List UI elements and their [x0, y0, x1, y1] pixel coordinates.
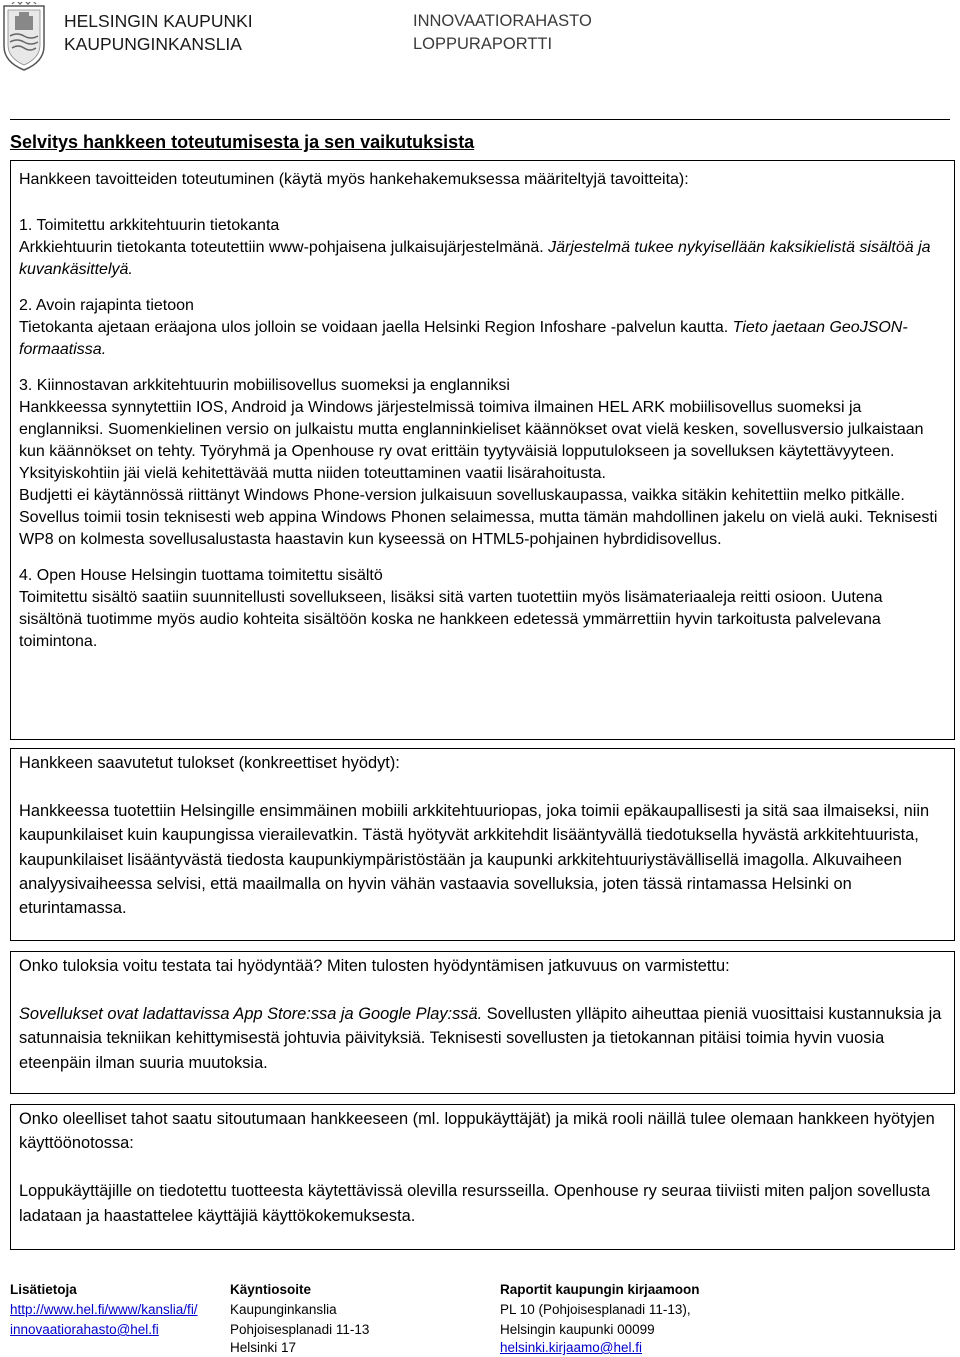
goal-1-text-normal: Arkkiehtuurin tietokanta toteutettiin www-pohjaisena julkaisujärjestelmänä. [19, 239, 544, 256]
goal-1-text [19, 237, 946, 281]
organization-line-1: HELSINGIN KAUPUNKI [64, 11, 253, 31]
utilization-question: Onko tuloksia voitu testata tai hyödyntää? Miten tulosten hyödyntämisen jatkuvuus on varmistettu: [19, 957, 730, 975]
footer-email-link[interactable]: innovaatiorahasto@hel.fi [10, 1322, 159, 1337]
goal-2-text-normal: Tietokanta ajetaan eräajona ulos jolloin se voidaan jaella Helsinki Region Infoshare -palvelun kautta. [19, 319, 729, 336]
footer-address-line-2: Pohjoisesplanadi 11-13 [230, 1322, 370, 1337]
footer-registry-line-1: PL 10 (Pohjoisesplanadi 11-13), [500, 1302, 691, 1317]
goals-achievement-box [10, 160, 955, 740]
goal-4-text: Toimitettu sisältö saatiin suunnitellusti sovellukseen, lisäksi sitä varten tuotettiin myös lisämateriaaleja reitti osioon. Uutena sisältönä tuotimme myös audio kohteita sisältöön koska ne hankkeen edetessä ymmärrettiin hyvin tarkoitusta palvelevana toimintona. [19, 589, 883, 650]
goal-2-heading: 2. Avoin rajapinta tietoon [19, 297, 194, 314]
goal-3-heading: 3. Kiinnostavan arkkitehtuurin mobiilisovellus suomeksi ja englanniksi [19, 377, 510, 394]
results-question: Hankkeen saavutetut tulokset (konkreettiset hyödyt): [19, 754, 400, 772]
goal-1-heading: 1. Toimitettu arkkitehtuurin tietokanta [19, 217, 280, 234]
document-type-line-2: LOPPURAPORTTI [413, 35, 553, 53]
header-divider [10, 119, 950, 120]
footer-address-heading: Käyntiosoite [230, 1282, 312, 1297]
footer-visiting-address [230, 1281, 369, 1357]
footer-website-link[interactable]: http://www.hel.fi/www/kanslia/fi/ [10, 1302, 198, 1317]
results-box [10, 748, 955, 941]
footer-registry-line-2: Helsingin kaupunki 00099 [500, 1322, 655, 1337]
utilization-answer-rest: Sovellusten ylläpito aiheuttaa pieniä vuosittaisi kustannuksia ja satunnaisia tekniikan kehittymisestä johtuvia päivityksiä. Teknisesti sovellusten ja tietokannan pitäisi toimia hyvin vuosia eteenpäin ilman suuria muutoksia. [19, 1005, 942, 1072]
footer-contact-info [10, 1281, 198, 1339]
organization-name [64, 10, 253, 56]
utilization-answer [19, 1002, 946, 1075]
footer-address-line-1: Kaupunginkanslia [230, 1302, 337, 1317]
section-title: Selvitys hankkeen toteutumisesta ja sen vaikutuksista [10, 132, 475, 152]
document-type-line-1: INNOVAATIORAHASTO [413, 12, 592, 30]
results-answer: Hankkeessa tuotettiin Helsingille ensimmäinen mobiili arkkitehtuuriopas, joka toimii epäkaupallisesti ja sitä saa ilmaiseksi, niin kaupunkilaiset kuin kaupungissa vierailevatkin. Tästä hyötyvät arkkitehdit lisääntyvällä tiedotuksella hyvästä arkkitehtuurista, kaupunkilaiset lisääntyvästä tiedosta kaupunkiympäristöstään ja kaupunki arkkitehtuuriystävällisellä imagolla. Alkuvaiheen analyysivaiheessa selvisi, että maailmalla on hyvin vähän vastaavia sovelluksia, joten tässä rintamassa Helsinki on eturintamassa. [19, 802, 930, 918]
utilization-box [10, 951, 955, 1094]
goal-3-paragraph-1: Hankkeessa synnytettiin IOS, Android ja Windows järjestelmissä toimiva ilmainen HEL ARK mobiilisovellus suomeksi ja englanniksi. Suomenkielinen versio on julkaistu mutta englanninkieliset käännökset ovat vielä kesken, sovellusversio julkaistaan kun käännökset on tehty. Työryhmä ja Openhouse ry ovat erittäin tyytyväisiä lopputulokseen ja sovelluksen käytettävyyteen. Yksityiskohtiin jäi vielä kehitettävää mutta niiden toteuttaminen vaatii lisärahoitusta. [19, 399, 924, 482]
stakeholders-question: Onko oleelliset tahot saatu sitoutumaan hankkeeseen (ml. loppukäyttäjät) ja mikä rooli näillä tulee olemaan hankkeen hyötyjen käyttöönotossa: [19, 1110, 935, 1153]
organization-line-2: KAUPUNGINKANSLIA [64, 34, 242, 54]
goal-4-heading: 4. Open House Helsingin tuottama toimitettu sisältö [19, 567, 383, 584]
goal-2-text [19, 317, 946, 361]
goal-1-text-italic: Järjestelmä tukee nykyisellään kaksikielistä sisältöä ja kuvankäsittelyä. [19, 239, 931, 278]
footer-info-heading: Lisätietoja [10, 1282, 77, 1297]
utilization-answer-italic: Sovellukset ovat ladattavissa App Store:ssa ja Google Play:ssä. [19, 1005, 483, 1024]
goal-3-paragraph-2: Budjetti ei käytännössä riittänyt Windows Phone-version julkaisuun sovelluskaupassa, vaikka sitäkin kehitettiin melko pitkälle. Sovellus toimii tosin teknisesti web appina Windows Phonen selaimessa, mutta tämän mahdollinen jakelu on vielä auki. Teknisesti WP8 on kolmesta sovellusalustasta haastavin kun kyseessä on HTML5-pohjainen hybrdidisovellus. [19, 487, 938, 548]
goals-question: Hankkeen tavoitteiden toteutuminen (käytä myös hankehakemuksessa määriteltyjä tavoitteita): [19, 171, 689, 188]
footer-registry-info [500, 1281, 700, 1357]
footer-address-line-3: Helsinki 17 [230, 1340, 297, 1355]
footer-registry-heading: Raportit kaupungin kirjaamoon [500, 1282, 700, 1297]
document-type [413, 10, 592, 56]
goal-2-text-italic: Tieto jaetaan GeoJSON-formaatissa. [19, 319, 908, 358]
stakeholders-answer: Loppukäyttäjille on tiedotettu tuotteesta käytettävissä olevilla resursseilla. Openhouse ry seuraa tiiviisti miten paljon sovellusta ladataan ja haastattelee käyttäjiä käyttökokemuksesta. [19, 1182, 931, 1225]
helsinki-crest-logo [2, 2, 46, 72]
footer-registry-email-link[interactable]: helsinki.kirjaamo@hel.fi [500, 1340, 643, 1355]
stakeholders-box [10, 1104, 955, 1250]
